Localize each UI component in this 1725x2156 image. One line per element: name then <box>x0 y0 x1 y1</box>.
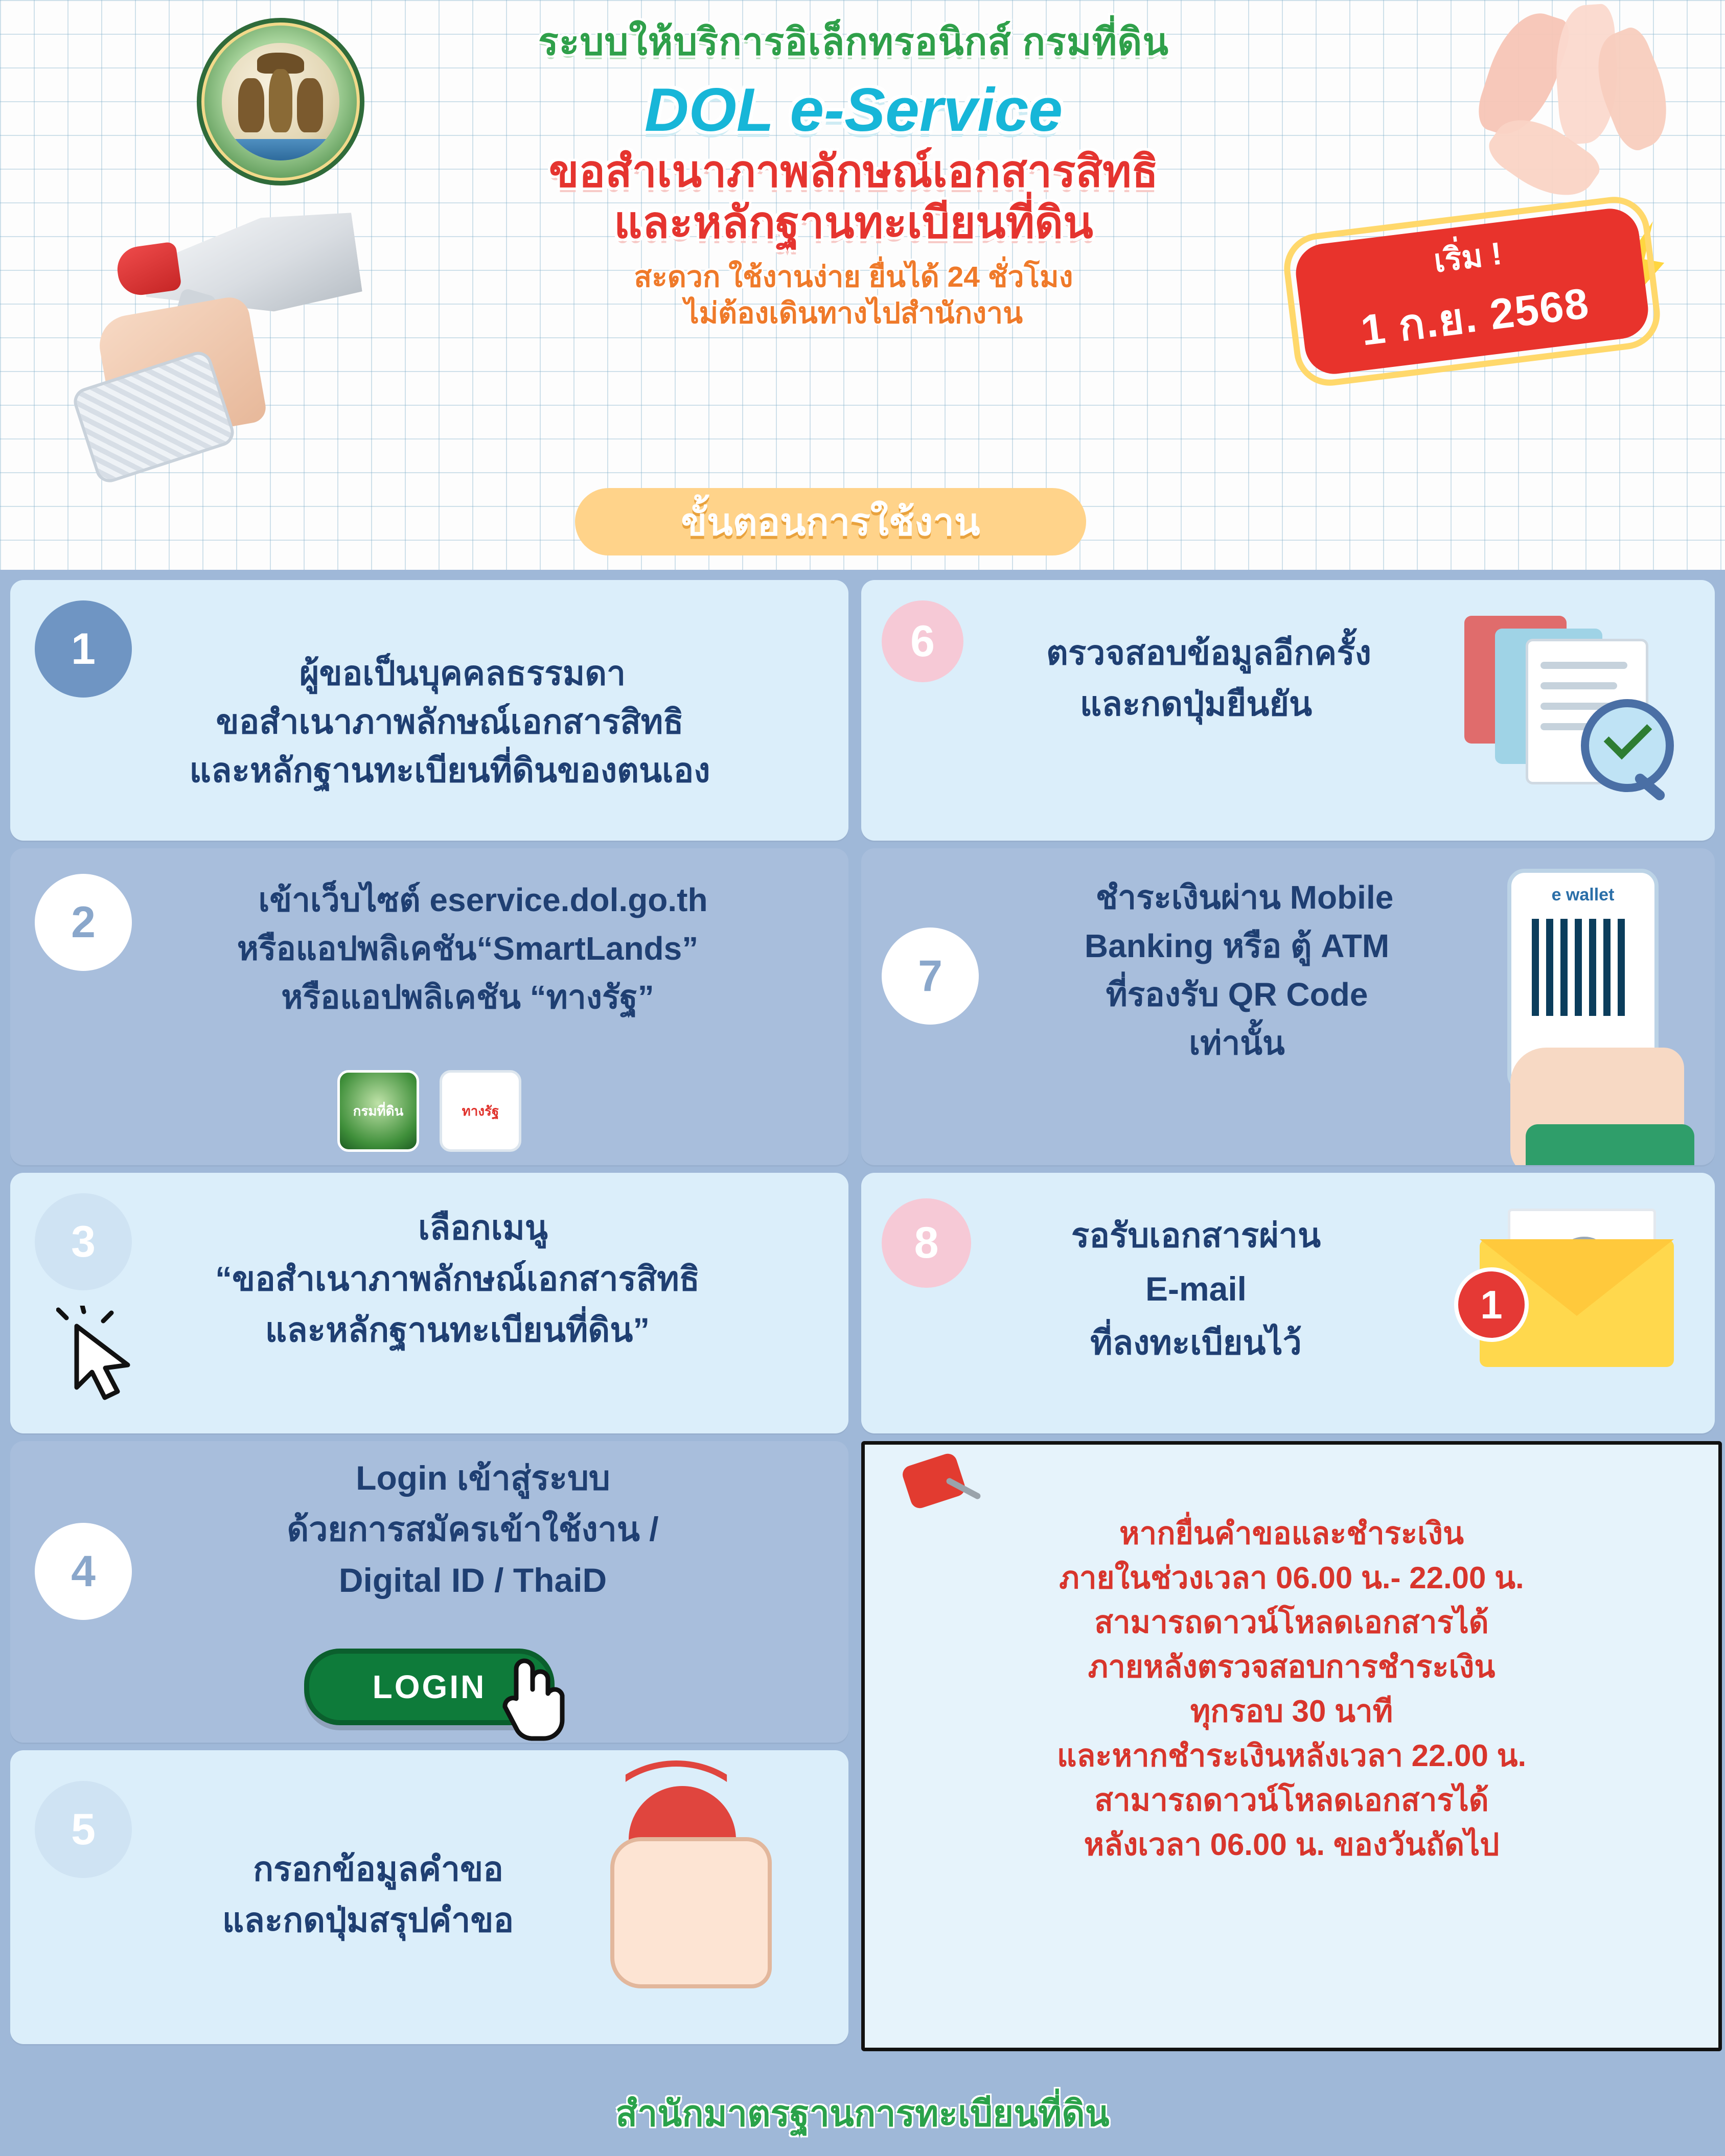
seal-figure-center <box>269 69 292 132</box>
step-3-number: 3 <box>35 1193 132 1290</box>
seal-water-shape <box>222 139 339 160</box>
step-7-text-line-1: ชำระเงินผ่าน Mobile <box>1095 879 1394 916</box>
step-5-text-line-1: กรอกข้อมูลคำขอ <box>253 1850 503 1888</box>
step-1-card[interactable] <box>10 580 848 841</box>
note-line-6: และหากชำระเงินหลังเวลา 22.00 น. <box>1056 1738 1527 1773</box>
steps-board <box>0 570 1725 2085</box>
qr-code-icon <box>1532 919 1629 1016</box>
footer-bar <box>0 2085 1725 2156</box>
magnifier-icon <box>1581 699 1674 792</box>
login-button[interactable]: LOGIN <box>304 1649 555 1725</box>
notification-count-badge: 1 <box>1454 1267 1529 1342</box>
header-main-title: DOL e-Service <box>644 76 1063 144</box>
doc-text-line <box>1540 682 1617 689</box>
step-7-number: 7 <box>882 928 979 1025</box>
green-sleeve <box>1526 1124 1694 1165</box>
note-line-1: หากยื่นคำขอและชำระเงิน <box>1119 1516 1464 1550</box>
step-8-number: 8 <box>882 1198 971 1288</box>
step-8-text-line-2: E-mail <box>1145 1270 1247 1308</box>
shirt-sleeve-illustration <box>70 348 238 486</box>
step-4-text-line-3: Digital ID / ThaiD <box>338 1561 607 1599</box>
step-4-card[interactable] <box>10 1441 848 1743</box>
step-6-card[interactable] <box>861 580 1715 841</box>
step-3-text-line-2: “ขอสำเนาภาพลักษณ์เอกสารสิทธิ <box>215 1260 700 1297</box>
badge-start-date: 1 ก.ย. 2568 <box>1358 279 1592 355</box>
step-1-number: 1 <box>35 600 132 698</box>
step-5-number: 5 <box>35 1781 132 1878</box>
step-3-card[interactable] <box>10 1173 848 1433</box>
pushpin-head <box>900 1451 967 1511</box>
step-8-card[interactable] <box>861 1173 1715 1433</box>
badge-start-label: เริ่ม ! <box>1432 236 1504 280</box>
note-line-5: ทุกรอบ 30 นาที <box>1190 1694 1393 1728</box>
step-4-number: 4 <box>35 1523 132 1620</box>
step-4-text-line-2: ด้วยการสมัครเข้าใช้งาน / <box>287 1510 659 1548</box>
note-line-3: สามารถดาวน์โหลดเอกสารได้ <box>1094 1605 1489 1639</box>
step-2-text-line-2: หรือแอปพลิเคชัน“SmartLands” <box>237 930 699 967</box>
header-service-title-1: ขอสำเนาภาพลักษณ์เอกสารสิทธิ <box>548 147 1159 196</box>
step-2-text-line-3: หรือแอปพลิเคชัน “ทางรัฐ” <box>281 979 654 1015</box>
note-line-2: ภายในช่วงเวลา 06.00 น.- 22.00 น. <box>1059 1561 1524 1595</box>
step-7-text-line-4: เท่านั้น <box>1189 1025 1285 1061</box>
note-line-7: สามารถดาวน์โหลดเอกสารได้ <box>1094 1783 1489 1817</box>
doc-text-line <box>1540 662 1627 669</box>
checkmark-icon <box>1604 711 1652 760</box>
step-1-text-line-3: และหลักฐานทะเบียนที่ดินของตนเอง <box>189 751 710 789</box>
step-5-text-line-2: และกดปุ่มสรุปคำขอ <box>222 1901 514 1939</box>
step-6-number: 6 <box>882 600 963 682</box>
dol-seal-logo <box>197 18 364 186</box>
smartlands-app-icon[interactable]: กรมที่ดิน <box>337 1070 419 1152</box>
step-1-text-line-1: ผู้ขอเป็นบุคคลธรรมดา <box>299 654 626 692</box>
header-tagline-1: สะดวก ใช้งานง่าย ยื่นได้ 24 ชั่วโมง <box>634 260 1073 293</box>
steps-section-title-text: ขั้นตอนการใช้งาน <box>681 501 980 543</box>
footer-text: สำนักมาตรฐานการทะเบียนที่ดิน <box>615 2094 1110 2134</box>
step-5-card[interactable] <box>10 1750 848 2044</box>
important-note-box <box>861 1441 1722 2051</box>
pointing-hand-icon <box>610 1837 772 1988</box>
header-service-title-2: และหลักฐานทะเบียนที่ดิน <box>614 198 1093 248</box>
cursor-svg <box>56 1306 143 1403</box>
note-line-4: ภายหลังตรวจสอบการชำระเงิน <box>1088 1650 1496 1684</box>
e-wallet-label: e wallet <box>1551 885 1615 905</box>
step-2-app-logos <box>337 1070 521 1152</box>
step-4-text-line-1: Login เข้าสู่ระบบ <box>356 1459 610 1497</box>
step-2-card[interactable] <box>10 848 848 1165</box>
step-3-text-line-1: เลือกเมนู <box>418 1209 548 1246</box>
step-2-number: 2 <box>35 874 132 971</box>
steps-section-title <box>575 488 1086 555</box>
cursor-pointer-icon <box>56 1306 143 1403</box>
header-banner <box>0 0 1725 570</box>
header-tagline-2: ไม่ต้องเดินทางไปสำนักงาน <box>684 296 1023 330</box>
step-6-text-line-1: ตรวจสอบข้อมูลอีกครั้ง <box>1046 634 1371 671</box>
megaphone-illustration <box>82 215 368 434</box>
step-8-text-line-3: ที่ลงทะเบียนไว้ <box>1090 1324 1302 1361</box>
email-envelope-illustration <box>1459 1209 1679 1362</box>
thangrat-app-icon[interactable]: ทางรัฐ <box>440 1070 521 1152</box>
note-line-8: หลังเวลา 06.00 น. ของวันถัดไป <box>1084 1827 1500 1862</box>
step-6-text-line-2: และกดปุ่มยืนยัน <box>1079 685 1313 723</box>
step-2-text-line-1: เข้าเว็บไซต์ eservice.dol.go.th <box>258 882 708 918</box>
document-check-illustration <box>1459 611 1679 795</box>
header-subtitle-top: ระบบให้บริการอิเล็กทรอนิกส์ กรมที่ดิน <box>538 20 1169 63</box>
step-7-text-line-3: ที่รองรับ QR Code <box>1106 976 1368 1013</box>
magnifier-handle <box>1633 772 1667 802</box>
step-8-text-line-1: รอรับเอกสารผ่าน <box>1071 1216 1321 1254</box>
seal-inner <box>222 43 339 160</box>
click-hand-icon <box>496 1654 572 1743</box>
step-3-text-line-3: และหลักฐานทะเบียนที่ดิน” <box>265 1311 650 1349</box>
start-date-badge <box>1288 215 1656 368</box>
megaphone-tip <box>114 241 182 298</box>
step-1-text-line-2: ขอสำเนาภาพลักษณ์เอกสารสิทธิ <box>216 703 684 740</box>
seal-figure-left <box>238 78 264 132</box>
header-title-block <box>388 11 1319 332</box>
step-7-card[interactable] <box>861 848 1715 1165</box>
seal-figure-right <box>297 78 323 132</box>
step-7-text-line-2: Banking หรือ ตู้ ATM <box>1084 928 1390 964</box>
